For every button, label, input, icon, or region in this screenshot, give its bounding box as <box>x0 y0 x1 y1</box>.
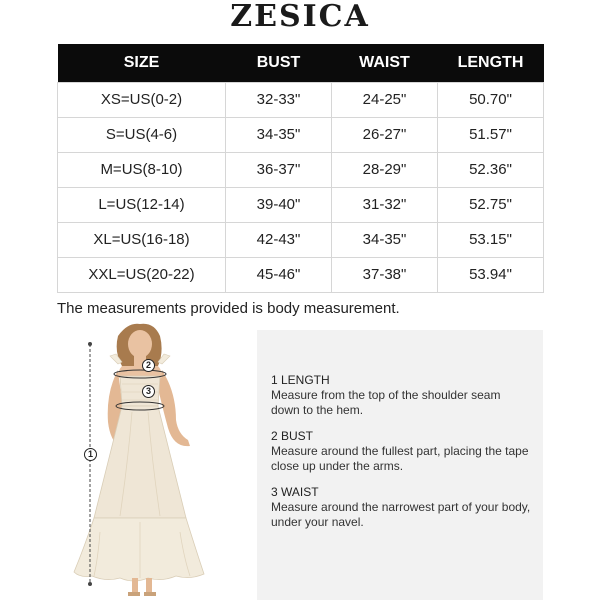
column-header: SIZE <box>58 44 226 82</box>
table-cell: 34-35" <box>226 117 332 152</box>
table-cell: 51.57" <box>438 117 544 152</box>
table-cell: 39-40" <box>226 187 332 222</box>
guide-text: Measure around the fullest part, placing the tape close up under the arms. <box>271 444 529 473</box>
table-row <box>58 187 544 222</box>
table-row <box>58 222 544 257</box>
table-cell: 52.36" <box>438 152 544 187</box>
table-cell: 24-25" <box>332 82 438 117</box>
guide-text: Measure from the top of the shoulder seam down to the hem. <box>271 388 501 417</box>
table-row <box>58 257 544 292</box>
table-row <box>58 82 544 117</box>
table-cell: 53.15" <box>438 222 544 257</box>
guide-title: 1 LENGTH <box>271 373 330 387</box>
guide-title: 3 WAIST <box>271 485 319 499</box>
column-header: LENGTH <box>438 44 544 82</box>
guide-bust <box>271 429 531 474</box>
table-cell: 34-35" <box>332 222 438 257</box>
table-cell: 42-43" <box>226 222 332 257</box>
table-cell: XL=US(16-18) <box>58 222 226 257</box>
table-row <box>58 117 544 152</box>
column-header: WAIST <box>332 44 438 82</box>
column-header: BUST <box>226 44 332 82</box>
table-header-row <box>58 44 544 82</box>
table-cell: 53.94" <box>438 257 544 292</box>
table-cell: 31-32" <box>332 187 438 222</box>
table-cell: 32-33" <box>226 82 332 117</box>
guide-text: Measure around the narrowest part of your body, under your navel. <box>271 500 531 529</box>
model-figure <box>40 322 250 600</box>
table-cell: S=US(4-6) <box>58 117 226 152</box>
measurement-guide-panel <box>257 330 543 600</box>
table-cell: 26-27" <box>332 117 438 152</box>
measurement-note: The measurements provided is body measurement. <box>57 300 400 317</box>
table-cell: 37-38" <box>332 257 438 292</box>
table-cell: 28-29" <box>332 152 438 187</box>
table-cell: 45-46" <box>226 257 332 292</box>
marker-bust: 2 <box>142 359 155 372</box>
guide-title: 2 BUST <box>271 429 314 443</box>
table-cell: M=US(8-10) <box>58 152 226 187</box>
table-cell: L=US(12-14) <box>58 187 226 222</box>
table-cell: 36-37" <box>226 152 332 187</box>
table-cell: 50.70" <box>438 82 544 117</box>
size-chart-table <box>57 44 544 293</box>
brand-logo: ZESICA <box>230 0 370 34</box>
table-row <box>58 152 544 187</box>
guide-waist <box>271 485 531 530</box>
table-cell: 52.75" <box>438 187 544 222</box>
marker-length: 1 <box>84 448 97 461</box>
guide-length <box>271 373 531 418</box>
table-cell: XS=US(0-2) <box>58 82 226 117</box>
table-cell: XXL=US(20-22) <box>58 257 226 292</box>
marker-waist: 3 <box>142 385 155 398</box>
